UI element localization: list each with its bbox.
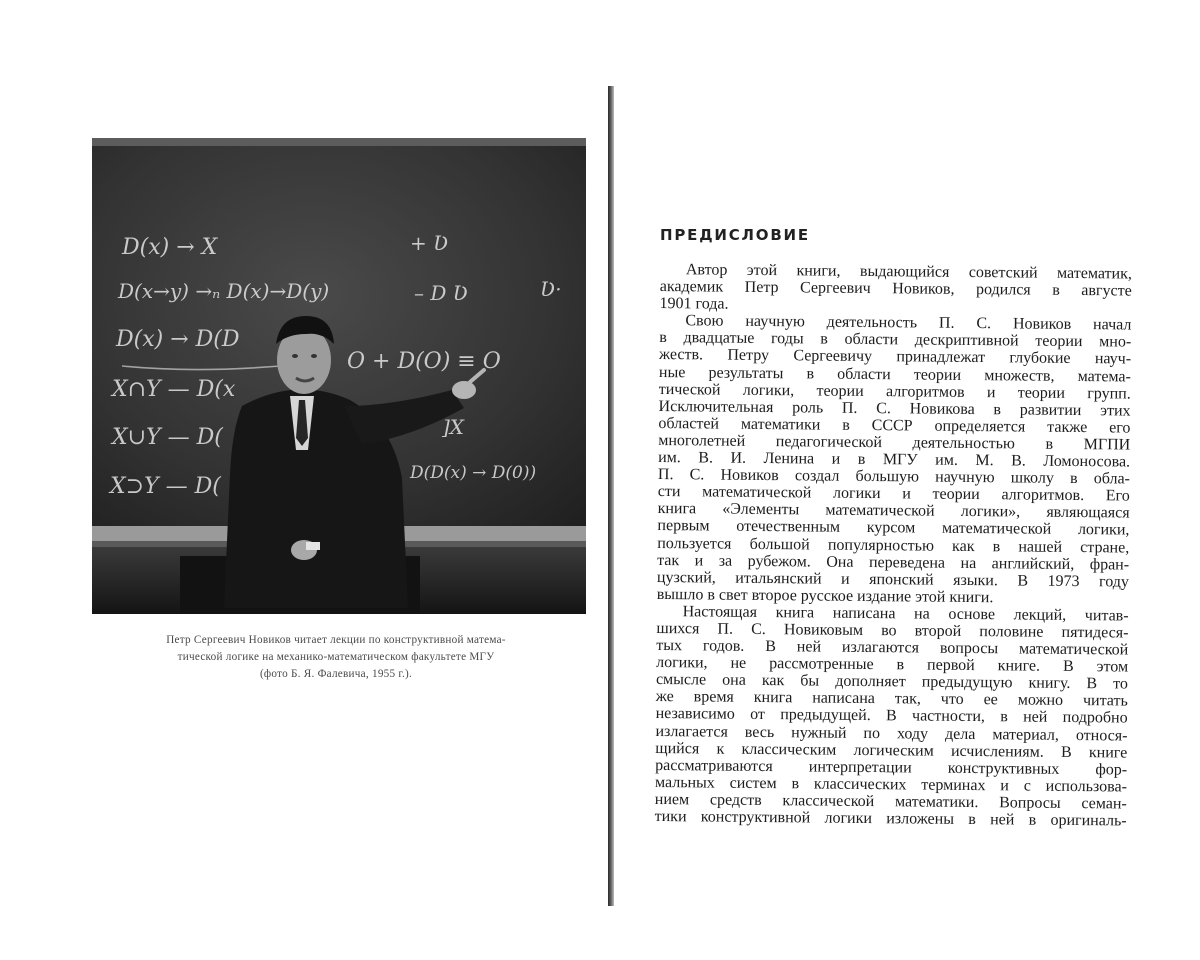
preface-line: Свою научную деятельность П. С. Новиков начал [685, 312, 1132, 334]
preface-line: академик Петр Сергеевич Новиков, родился в августе [659, 278, 1132, 300]
caption-line: тической логике на механико-математическом факультете МГУ [177, 651, 495, 663]
preface-line: Исключительная роль П. С. Новикова в развитии этих [658, 397, 1131, 420]
lecture-photo-image [92, 138, 586, 614]
preface-line: излагается весь нужный по ходу дела материал, относя- [655, 722, 1128, 745]
caption-line: (фото Б. Я. Фалевича, 1955 г.). [259, 668, 413, 680]
preface-line: в двадцатые годы в области дескриптивной теории мно- [659, 329, 1132, 351]
preface-line: цузский, итальянский и японский языки. В 1973 году [656, 568, 1130, 591]
preface-line: книга «Элементы математической логики», являющаяся [657, 500, 1130, 522]
board-text-9: – D Ʋ [414, 281, 468, 305]
board-text-12: D(D(x) → D(0)) [410, 463, 537, 483]
preface-line: же время книга написана так, что ее можно читать [655, 688, 1128, 710]
preface-line: тической логики, теории алгоритмов и теории групп. [658, 380, 1131, 403]
board-text-10: Ʋ· [540, 277, 562, 301]
preface-line: Настоящая книга написана на основе лекций, читав- [682, 603, 1129, 625]
preface-line: ные результаты в области теории множеств, матема- [658, 363, 1131, 386]
preface-line: так и за рубежом. Она переведена на английский, фран- [657, 551, 1130, 574]
board-text-7: X⊃Y — D( [110, 474, 221, 499]
right-page [614, 0, 1200, 960]
preface-line: Автор этой книги, выдающийся советский математик, [685, 261, 1132, 283]
preface-line: логики, не рассмотренные в первой книге. В этом [656, 654, 1129, 676]
preface-line: вышло в свет второе русское издание этой книги. [656, 585, 994, 606]
board-text-1: D(x) → X [122, 235, 218, 260]
preface-line: пользуется большой популярностью как в нашей стране, [657, 534, 1130, 557]
preface-line: 1901 года. [659, 295, 729, 313]
preface-line: П. С. Новиков создал большую научную школу в обла- [657, 466, 1131, 488]
preface-line: сти математической логики и теории алгоритмов. Его [657, 483, 1130, 505]
preface-line: рассматриваются интерпретации конструктивных фор- [655, 756, 1128, 779]
preface-line: им. В. И. Ленина и в МГУ им. М. В. Ломоносова. [658, 449, 1131, 471]
board-text-3: D(x) → D(D [116, 327, 240, 352]
caption-line: Петр Сергеевич Новиков читает лекции по конструктивной матема- [166, 634, 506, 646]
preface-line: смысле она как бы дополняет предыдущую книгу. В то [655, 671, 1129, 693]
preface-body [655, 261, 1132, 830]
preface-line: тых годов. В ней излагаются вопросы математической [656, 637, 1129, 659]
preface-line: щийся к классическим логическим исчислениям. В книге [655, 739, 1128, 762]
preface-line: многолетней педагогической деятельностью в МГПИ [658, 431, 1131, 454]
board-text-4: O + D(O) ≡ O [347, 349, 501, 374]
preface-line: тики конструктивной логики изложены в ней в оригиналь- [654, 807, 1127, 830]
board-text-2: D(x→y) →ₙ D(x)→D(y) [118, 279, 330, 303]
preface-line: жеств. Петру Сергеевичу принадлежат глубокие науч- [659, 346, 1132, 368]
board-text-6: X∪Y — D( [112, 425, 223, 450]
board-text-5: X∩Y — D(x [112, 377, 236, 402]
lecture-photo [92, 138, 586, 614]
preface-heading: ПРЕДИСЛОВИЕ [660, 226, 810, 244]
preface-line: нием средств классической математики. Вопросы семан- [654, 790, 1127, 813]
board-text-11: ]X [442, 415, 465, 439]
board-text-8: + Ʋ [410, 231, 449, 255]
photo-caption [92, 632, 580, 683]
preface-line: шихся П. С. Новиковым во второй половине пятидеся- [656, 619, 1129, 642]
preface-line: первым отечественным курсом математической логики, [657, 517, 1130, 539]
preface-line: независимо от предыдущей. В частности, в ней подробно [655, 705, 1128, 727]
preface-line: областей математики в СССР определяется также его [658, 414, 1131, 437]
preface-line: мальных систем в классических терминах и с использова- [654, 773, 1128, 796]
